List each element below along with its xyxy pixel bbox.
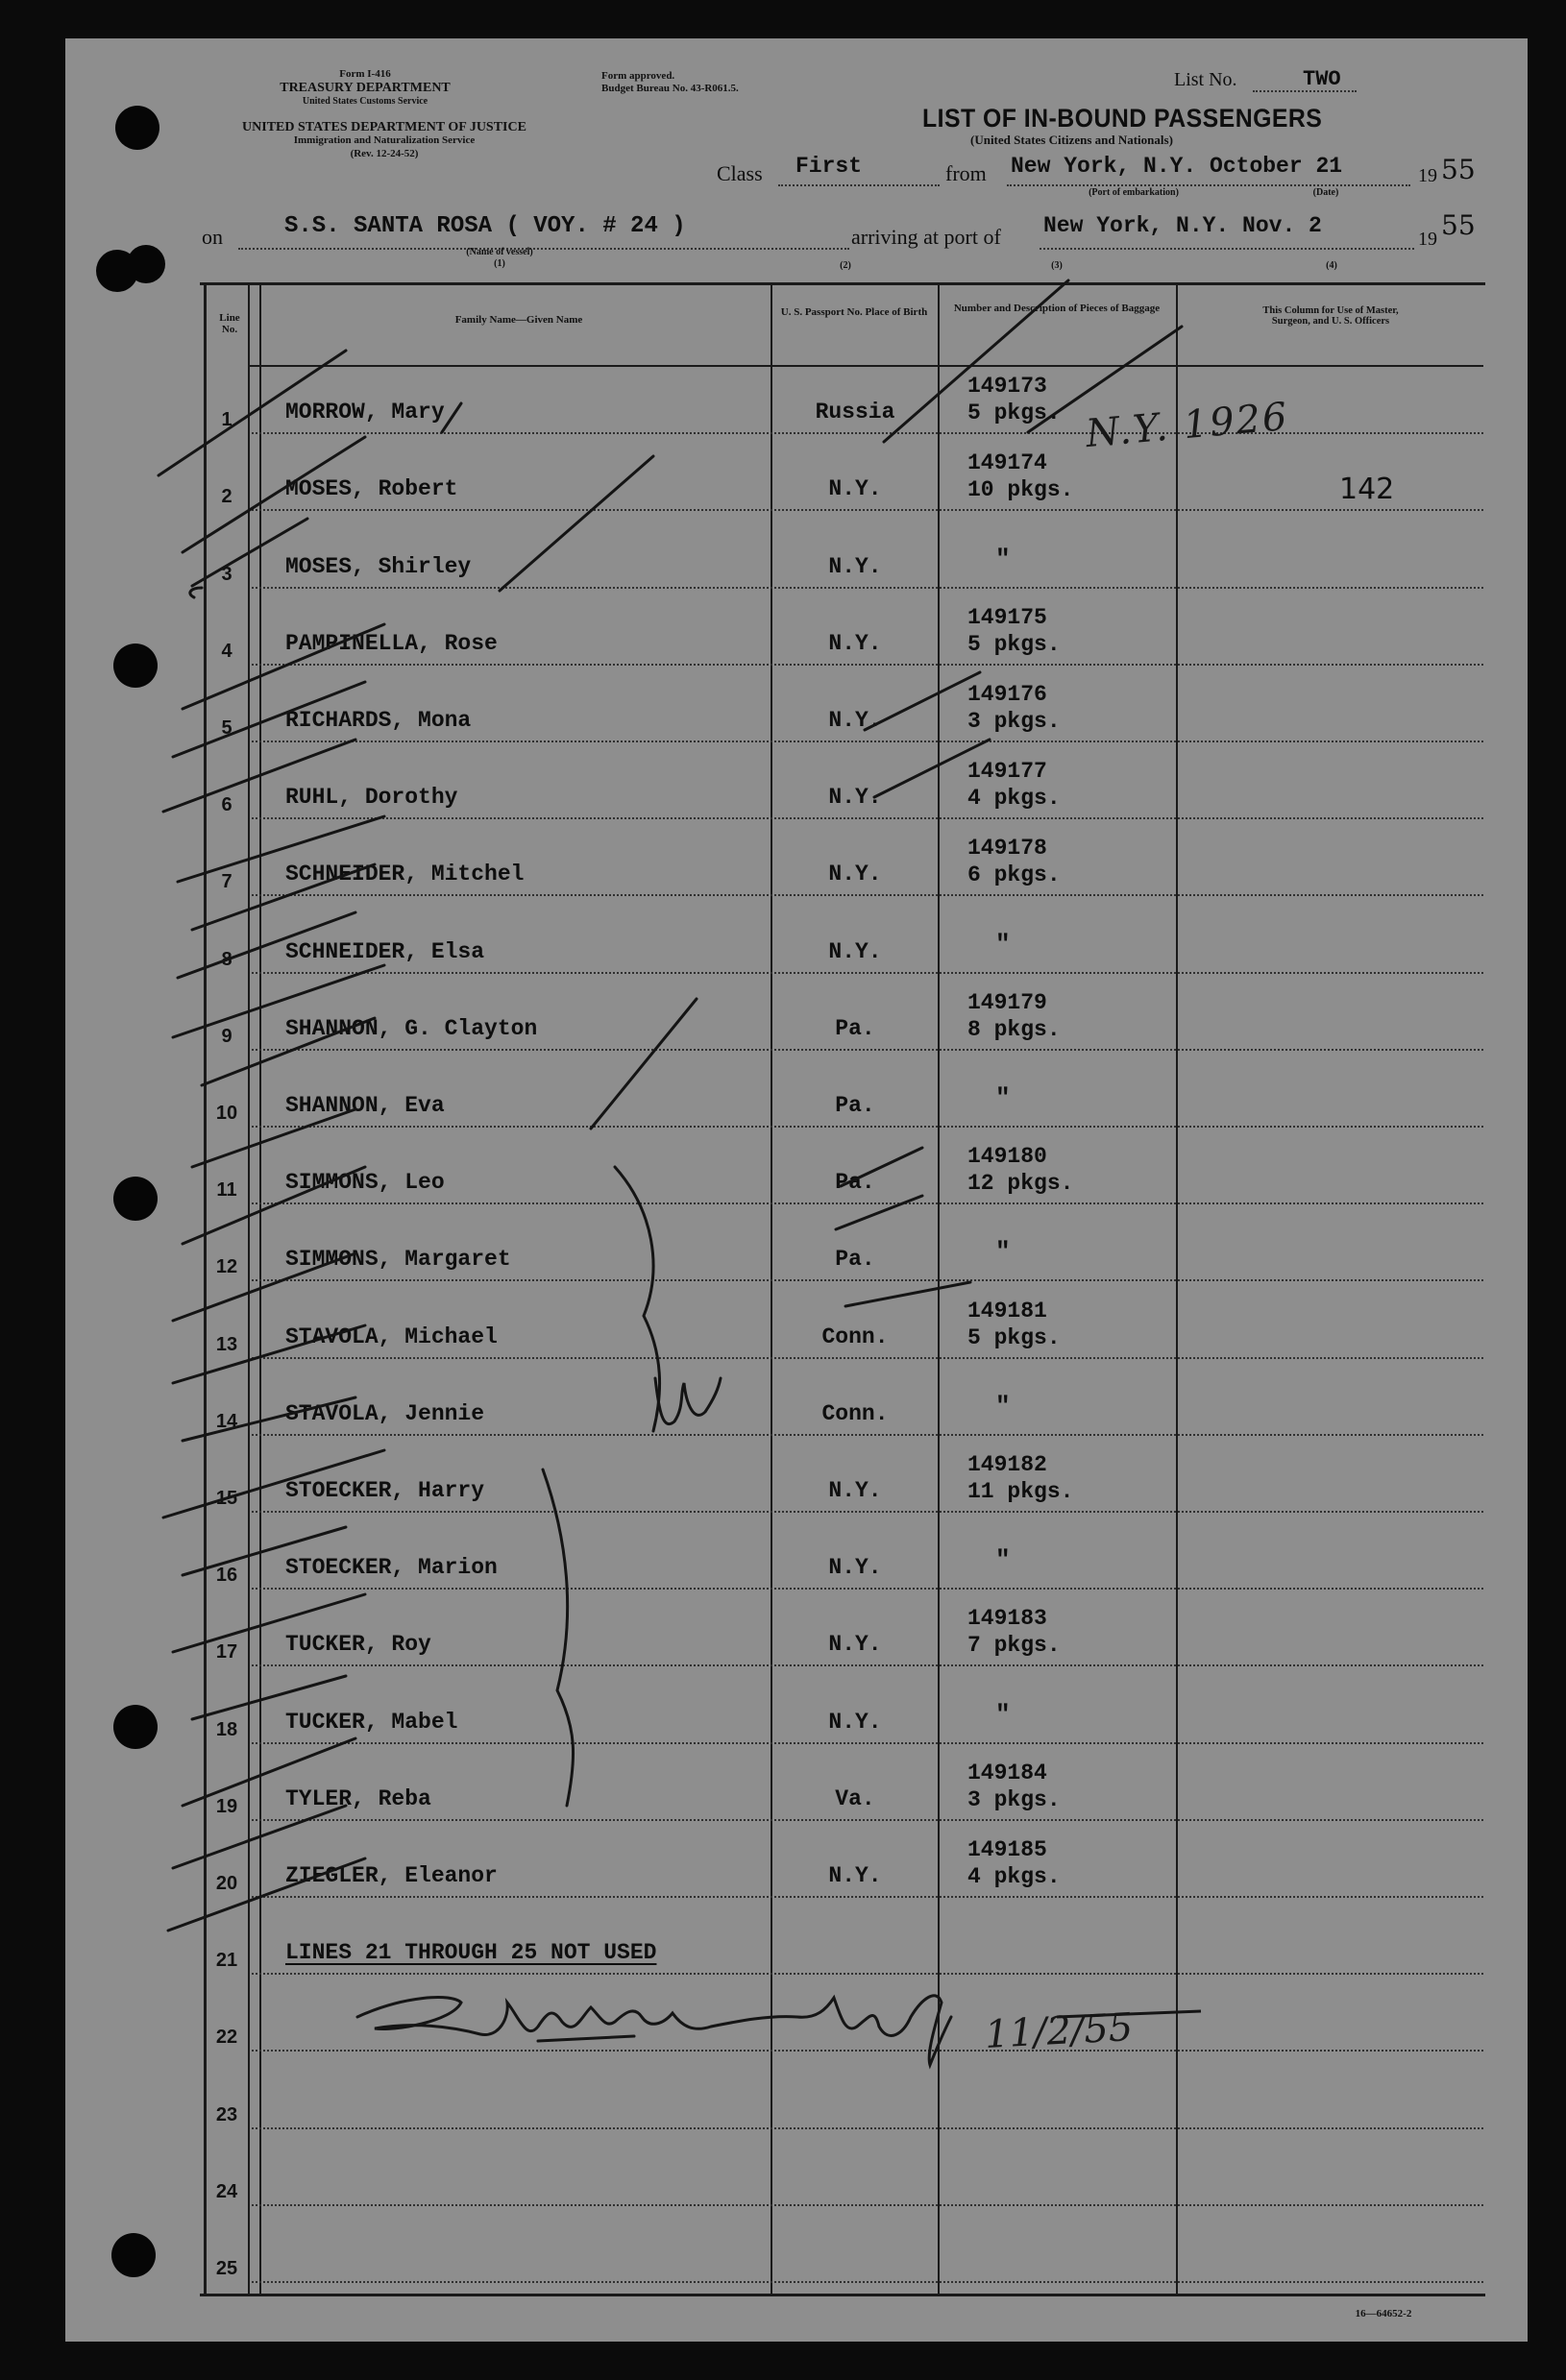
line-number: 6 xyxy=(221,794,232,816)
column-number-2: (2) xyxy=(840,260,851,271)
line-number: 24 xyxy=(215,2180,238,2202)
baggage-entry: 149183 7 pkgs. xyxy=(967,1606,1061,1659)
row-rule xyxy=(252,2281,1483,2283)
line-number: 20 xyxy=(215,1873,238,1894)
line-number: 7 xyxy=(221,871,232,893)
budget-bureau: Budget Bureau No. 43-R061.5. xyxy=(601,83,739,94)
row-rule xyxy=(252,1896,1483,1898)
place-of-birth: Pa. xyxy=(835,1093,875,1118)
line-number: 11 xyxy=(216,1179,237,1202)
row-rule xyxy=(252,1279,1483,1281)
place-of-birth: Russia xyxy=(815,400,895,425)
column-divider xyxy=(1176,282,1178,2295)
passenger-name: ZIEGLER, Eleanor xyxy=(285,1863,498,1888)
place-of-birth: Conn. xyxy=(821,1324,889,1349)
place-of-birth: N.Y. xyxy=(828,708,882,733)
passenger-name: SIMMONS, Margaret xyxy=(285,1247,511,1273)
passenger-name: STOECKER, Harry xyxy=(285,1478,485,1503)
form-subtitle: (United States Citizens and Nationals) xyxy=(970,133,1173,147)
place-of-birth: N.Y. xyxy=(828,862,882,887)
class-value: First xyxy=(795,154,863,179)
column-header-baggage: Number and Description of Pieces of Baggage xyxy=(953,303,1161,314)
class-label: Class xyxy=(717,161,763,185)
row-rule xyxy=(252,2127,1483,2129)
arriving-label: arriving at port of xyxy=(851,225,1001,249)
row-rule xyxy=(252,2050,1483,2052)
table-top-border xyxy=(200,282,1485,285)
baggage-entry: 149177 4 pkgs. xyxy=(967,759,1061,812)
arrival-port: New York, N.Y. Nov. 2 xyxy=(1043,213,1322,238)
place-of-birth: N.Y. xyxy=(828,630,882,656)
signature-date: 11/2/55 xyxy=(983,2004,1135,2058)
baggage-entry: " xyxy=(995,1545,1011,1575)
line-number: 2 xyxy=(221,486,232,508)
form-title: LIST OF IN-BOUND PASSENGERS xyxy=(922,104,1323,133)
baggage-entry: 149175 5 pkgs. xyxy=(967,604,1061,657)
baggage-entry: 149180 12 pkgs. xyxy=(967,1144,1074,1197)
place-of-birth: N.Y. xyxy=(828,553,882,579)
line-number: 16 xyxy=(215,1565,238,1587)
passenger-name: TUCKER, Mabel xyxy=(285,1709,458,1735)
row-rule xyxy=(252,587,1483,589)
punch-hole xyxy=(127,245,165,283)
column-number-1: (1) xyxy=(494,258,505,269)
column-number-3: (3) xyxy=(1051,260,1063,271)
line-number: 18 xyxy=(215,1718,238,1740)
place-of-birth: N.Y. xyxy=(828,1863,882,1888)
row-rule xyxy=(252,432,1483,434)
ins-service: Immigration and Naturalization Service xyxy=(293,134,476,146)
revision: (Rev. 12-24-52) xyxy=(350,148,419,159)
on-label: on xyxy=(202,225,223,249)
table-bottom-border xyxy=(200,2294,1485,2296)
row-rule xyxy=(252,1588,1483,1590)
row-rule xyxy=(252,509,1483,511)
officer-number: 142 xyxy=(1339,473,1395,506)
line-number: 1 xyxy=(221,409,232,431)
treasury-dept: TREASURY DEPARTMENT xyxy=(280,81,451,95)
row-rule xyxy=(252,741,1483,742)
place-of-birth: Conn. xyxy=(821,1400,889,1426)
baggage-entry: 149174 10 pkgs. xyxy=(967,450,1074,503)
row-rule xyxy=(252,1202,1483,1204)
place-of-birth: Va. xyxy=(835,1785,875,1811)
baggage-entry: " xyxy=(995,544,1011,573)
place-of-birth: Pa. xyxy=(835,1170,875,1196)
column-header-officers: This Column for Use of Master, Surgeon, and U. S. Officers xyxy=(1262,305,1399,328)
place-of-birth: N.Y. xyxy=(828,1632,882,1658)
line-number: 22 xyxy=(215,2027,238,2049)
row-rule xyxy=(252,1049,1483,1051)
year-value: 55 xyxy=(1441,154,1476,185)
footer-code: 16—64652-2 xyxy=(1355,2308,1412,2319)
row-rule xyxy=(252,894,1483,896)
passenger-name: SCHNEIDER, Elsa xyxy=(285,938,485,964)
line-number: 17 xyxy=(215,1641,238,1664)
list-no-value: TWO xyxy=(1303,67,1341,91)
from-label: from xyxy=(945,161,987,185)
row-rule xyxy=(252,1973,1483,1975)
baggage-entry: " xyxy=(995,1391,1011,1421)
place-of-birth: N.Y. xyxy=(828,1478,882,1503)
line-number: 5 xyxy=(221,717,232,739)
passenger-name: MOSES, Robert xyxy=(285,476,458,502)
line-number: 10 xyxy=(215,1103,238,1124)
header-bottom-border xyxy=(248,365,1483,367)
vessel-caption: (Name of vessel) xyxy=(466,247,533,257)
row-rule xyxy=(252,1742,1483,1744)
place-of-birth: Pa. xyxy=(835,1015,875,1041)
year-value-2: 55 xyxy=(1441,209,1476,241)
column-divider xyxy=(259,282,261,2295)
column-header-line: Line No. xyxy=(219,312,240,335)
place-of-birth: Pa. xyxy=(835,1247,875,1273)
passenger-name: SHANNON, Eva xyxy=(285,1093,445,1118)
passenger-name: STAVOLA, Michael xyxy=(285,1324,498,1349)
punch-hole xyxy=(113,1177,158,1221)
baggage-entry: 149176 3 pkgs. xyxy=(967,682,1061,734)
customs-service: United States Customs Service xyxy=(302,96,428,107)
baggage-entry: 149182 11 pkgs. xyxy=(967,1452,1074,1504)
baggage-entry: " xyxy=(995,929,1011,959)
place-of-birth: N.Y. xyxy=(828,1709,882,1735)
passenger-name: TUCKER, Roy xyxy=(285,1632,431,1658)
column-divider xyxy=(938,282,940,2295)
baggage-entry: " xyxy=(995,1699,1011,1729)
row-rule xyxy=(252,1357,1483,1359)
punch-hole xyxy=(115,106,159,150)
passenger-name: RICHARDS, Mona xyxy=(285,708,472,733)
column-header-passport: U. S. Passport No. Place of Birth xyxy=(780,306,928,318)
row-rule xyxy=(252,972,1483,974)
line-number: 21 xyxy=(215,1950,238,1972)
date-caption: (Date) xyxy=(1312,187,1339,198)
punch-hole xyxy=(113,1705,158,1749)
year-prefix: 19 xyxy=(1418,165,1437,186)
row-rule xyxy=(252,2204,1483,2206)
passenger-name: SCHNEIDER, Mitchel xyxy=(285,862,525,887)
line-number: 23 xyxy=(215,2103,238,2125)
passenger-name: STOECKER, Marion xyxy=(285,1555,498,1581)
punch-hole xyxy=(111,2233,156,2277)
passenger-name: PAMPINELLA, Rose xyxy=(285,630,498,656)
row-rule xyxy=(252,1434,1483,1436)
passenger-name: SIMMONS, Leo xyxy=(285,1170,445,1196)
row-rule xyxy=(252,1126,1483,1128)
line-number: 4 xyxy=(221,640,232,662)
line-number: 25 xyxy=(215,2258,238,2279)
passenger-name: SHANNON, G. Clayton xyxy=(285,1015,538,1041)
passenger-name: TYLER, Reba xyxy=(285,1785,431,1811)
year-prefix-2: 19 xyxy=(1418,229,1437,250)
column-divider xyxy=(248,282,250,2295)
column-divider xyxy=(771,282,772,2295)
baggage-entry: " xyxy=(995,1083,1011,1112)
line-number: 15 xyxy=(215,1488,238,1509)
place-of-birth: N.Y. xyxy=(828,938,882,964)
punch-hole xyxy=(113,644,158,688)
passenger-name: MORROW, Mary xyxy=(285,400,445,425)
row-rule xyxy=(252,1511,1483,1513)
line-number: 9 xyxy=(221,1025,232,1047)
baggage-entry: 149185 4 pkgs. xyxy=(967,1837,1061,1889)
row-rule xyxy=(252,1664,1483,1666)
unused-lines-note: LINES 21 THROUGH 25 NOT USED xyxy=(285,1940,657,1966)
column-number-4: (4) xyxy=(1326,260,1337,271)
row-rule xyxy=(252,817,1483,819)
form-number: Form I-416 xyxy=(339,68,391,80)
line-number: 3 xyxy=(221,563,232,585)
row-rule xyxy=(252,1819,1483,1821)
place-of-birth: N.Y. xyxy=(828,476,882,502)
form-approved: Form approved. xyxy=(601,70,675,82)
handwritten-note-row1: N.Y. 1926 xyxy=(1084,394,1291,457)
vessel-name: S.S. SANTA ROSA ( VOY. # 24 ) xyxy=(284,213,686,239)
baggage-entry: 149184 3 pkgs. xyxy=(967,1760,1061,1812)
justice-dept: UNITED STATES DEPARTMENT OF JUSTICE xyxy=(242,120,526,134)
baggage-entry: 149178 6 pkgs. xyxy=(967,836,1061,888)
baggage-entry: 149179 8 pkgs. xyxy=(967,989,1061,1042)
place-of-birth: N.Y. xyxy=(828,1555,882,1581)
passenger-name: RUHL, Dorothy xyxy=(285,785,458,811)
line-number: 13 xyxy=(215,1333,238,1355)
passenger-name: STAVOLA, Jennie xyxy=(285,1400,485,1426)
baggage-entry: 149173 5 pkgs. xyxy=(967,374,1061,426)
port-caption: (Port of embarkation) xyxy=(1089,187,1179,198)
line-number: 14 xyxy=(215,1410,238,1432)
baggage-entry: 149181 5 pkgs. xyxy=(967,1298,1061,1350)
column-header-name: Family Name—Given Name xyxy=(454,314,583,326)
line-number: 12 xyxy=(215,1256,238,1278)
row-rule xyxy=(252,664,1483,666)
place-of-birth: N.Y. xyxy=(828,785,882,811)
port-of-embarkation: New York, N.Y. October 21 xyxy=(1011,154,1343,179)
list-no-label: List No. xyxy=(1174,69,1237,90)
baggage-entry: " xyxy=(995,1237,1011,1267)
line-number: 19 xyxy=(215,1795,238,1817)
table-left-border xyxy=(204,282,207,2295)
line-number: 8 xyxy=(221,948,232,970)
passenger-name: MOSES, Shirley xyxy=(285,553,472,579)
